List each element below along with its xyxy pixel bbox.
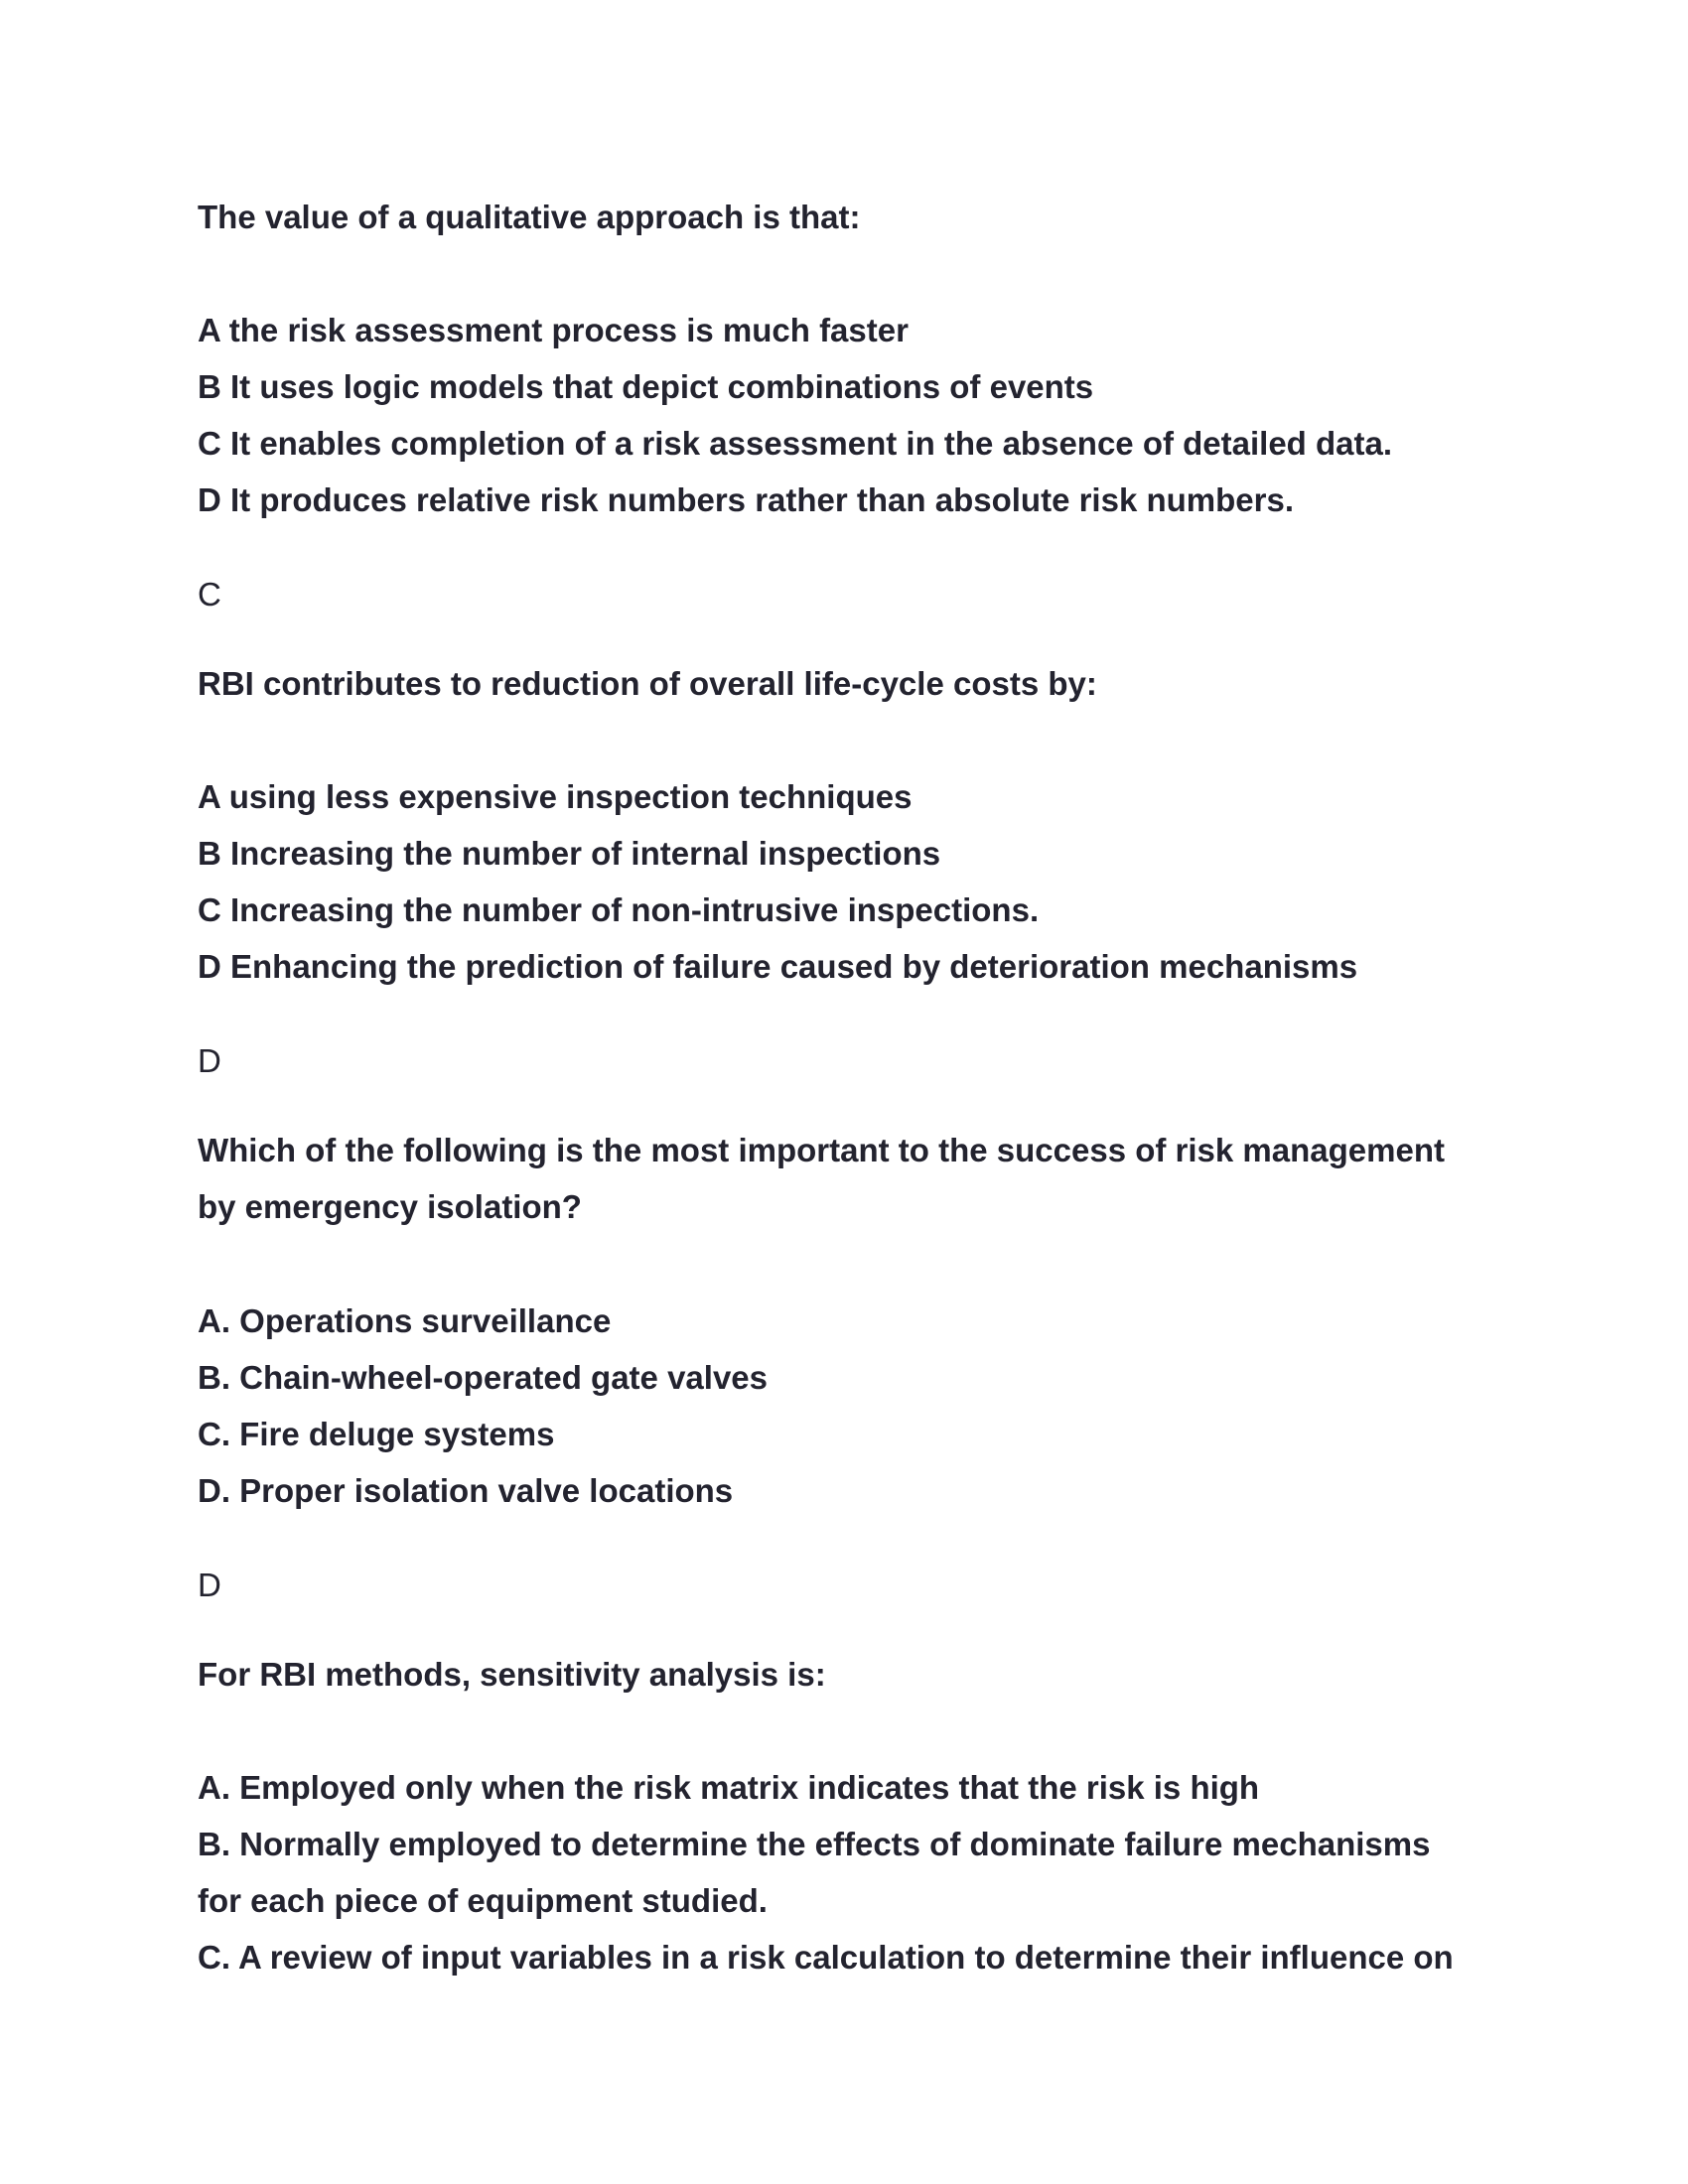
question-2-option-c: C Increasing the number of non-intrusive inspections. <box>198 891 1040 928</box>
question-1-option-d: D It produces relative risk numbers rather than absolute risk numbers. <box>198 481 1295 518</box>
question-1-option-b: B It uses logic models that depict combinations of events <box>198 368 1094 405</box>
question-2-answer <box>198 1032 1488 1089</box>
question-4-option-a: A. Employed only when the risk matrix indicates that the risk is high <box>198 1769 1260 1806</box>
question-3-option-d: D. Proper isolation valve locations <box>198 1472 734 1509</box>
question-3-text-line-1: Which of the following is the most important to the success of risk management <box>198 1132 1445 1168</box>
question-2-option-a: A using less expensive inspection techniques <box>198 778 913 815</box>
question-4-option-b-line-1: B. Normally employed to determine the effects of dominate failure mechanisms <box>198 1826 1431 1862</box>
question-2 <box>198 655 1488 712</box>
question-4 <box>198 1646 1488 1703</box>
question-2-option-d: D Enhancing the prediction of failure caused by deterioration mechanisms <box>198 948 1358 985</box>
answer-text: C <box>198 576 221 613</box>
question-3-text-line-2: by emergency isolation? <box>198 1188 582 1225</box>
question-3-option-c: C. Fire deluge systems <box>198 1416 555 1452</box>
answer-text: D <box>198 1567 221 1603</box>
question-3-options <box>198 1293 1488 1519</box>
question-4-option-b-line-2: for each piece of equipment studied. <box>198 1882 768 1919</box>
question-1-option-a: A the risk assessment process is much faster <box>198 312 909 348</box>
document-page <box>198 0 1488 2184</box>
question-2-text: RBI contributes to reduction of overall life-cycle costs by: <box>198 665 1097 702</box>
question-4-options <box>198 1759 1488 1985</box>
question-1-answer <box>198 566 1488 622</box>
question-2-option-b: B Increasing the number of internal inspections <box>198 835 941 872</box>
answer-text: D <box>198 1042 221 1079</box>
question-4-option-c: C. A review of input variables in a risk calculation to determine their influence on <box>198 1939 1454 1976</box>
question-3-option-a: A. Operations surveillance <box>198 1302 612 1339</box>
question-1-option-c: C It enables completion of a risk assessment in the absence of detailed data. <box>198 425 1393 462</box>
question-3-answer <box>198 1557 1488 1613</box>
question-1-options <box>198 302 1488 528</box>
question-2-options <box>198 768 1488 995</box>
question-4-text: For RBI methods, sensitivity analysis is: <box>198 1656 826 1693</box>
question-1 <box>198 189 1488 245</box>
question-1-text: The value of a qualitative approach is that: <box>198 199 861 235</box>
question-3 <box>198 1122 1488 1235</box>
question-3-option-b: B. Chain-wheel-operated gate valves <box>198 1359 769 1396</box>
